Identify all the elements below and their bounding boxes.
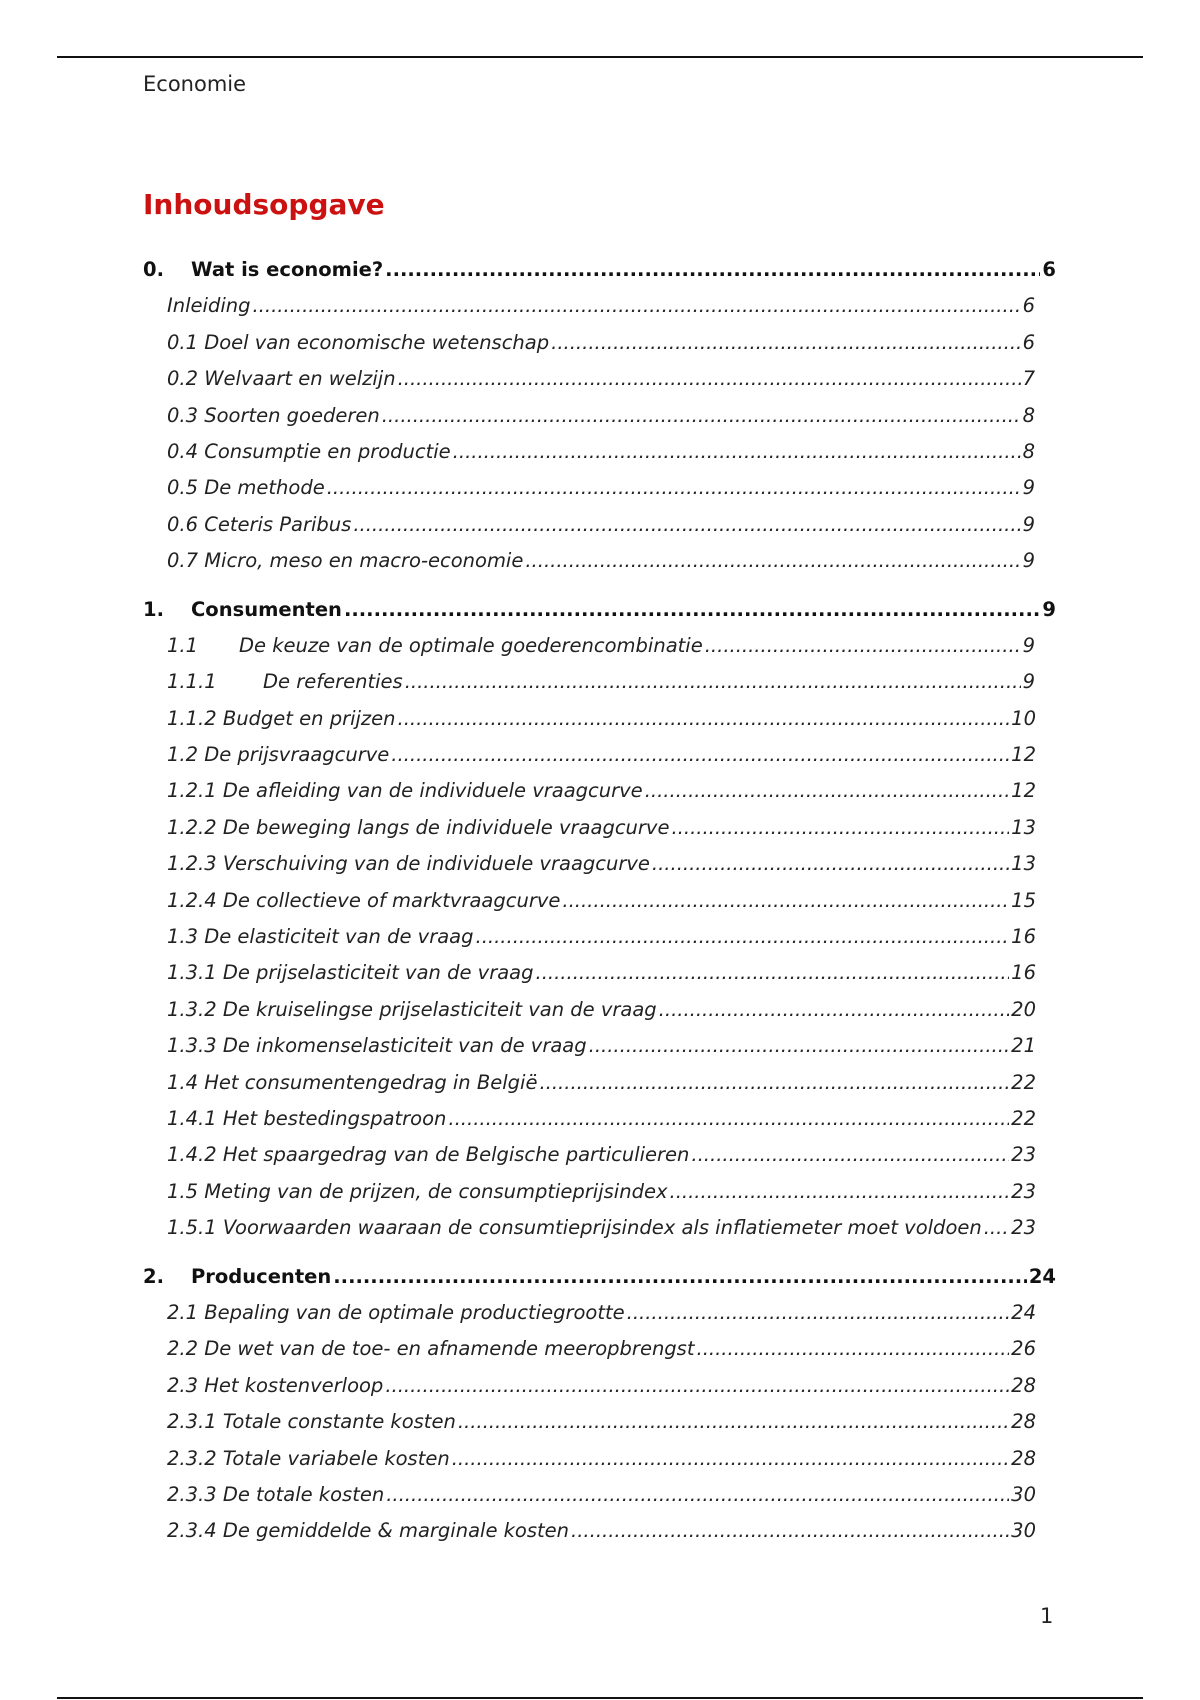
toc-leader-dots [525, 543, 1020, 579]
toc-entry-label [167, 1331, 697, 1367]
toc-entry-text: 1.2.4 De collectieve of marktvraagcurve [167, 888, 561, 912]
toc-entry-label [167, 1210, 984, 1246]
toc-section-entry[interactable] [143, 288, 1035, 324]
toc-section-entry[interactable] [143, 1028, 1036, 1064]
toc-section-entry[interactable] [143, 543, 1035, 579]
toc-page-number: 6 [1022, 294, 1035, 318]
toc-page-number: 9 [1022, 512, 1035, 536]
toc-leader-dots [697, 1331, 1010, 1367]
toc-entry-label [167, 1404, 458, 1440]
toc-entry-text: Consumenten [191, 597, 342, 621]
toc-page-number: 6 [1042, 258, 1056, 281]
toc-entry-label [167, 507, 353, 543]
toc-section-entry[interactable] [143, 773, 1036, 809]
toc-entry-text: 2.1 Bepaling van de optimale productiegrootte [167, 1300, 625, 1324]
toc-section-entry[interactable] [143, 1513, 1036, 1549]
toc-section-entry[interactable] [143, 810, 1036, 846]
toc-entry-text: 2.3 Het kostenverloop [167, 1373, 384, 1397]
toc-title: Inhoudsopgave [143, 188, 385, 221]
toc-entry-label [167, 325, 551, 361]
toc-page-number: 23 [1011, 1179, 1036, 1203]
toc-leader-dots [659, 992, 1010, 1028]
toc-section-entry[interactable] [143, 737, 1036, 773]
toc-leader-dots [691, 1137, 1009, 1173]
toc-section-entry[interactable] [143, 1065, 1036, 1101]
toc-section-entry[interactable] [143, 919, 1036, 955]
toc-entry-label [143, 1259, 333, 1295]
toc-page-number: 7 [1022, 367, 1035, 391]
toc-page-number: 30 [1011, 1519, 1036, 1543]
toc-leader-dots [671, 810, 1009, 846]
toc-page-number: 9 [1042, 597, 1056, 621]
toc-page-number: 13 [1011, 815, 1036, 839]
toc-entry-text: 1.3 De elasticiteit van de vraag [167, 925, 474, 949]
toc-entry-number: 1.1 [167, 633, 199, 657]
running-header: Economie [143, 72, 247, 96]
toc-leader-dots [353, 507, 1020, 543]
toc-page-number: 13 [1011, 852, 1036, 876]
toc-entry-number: 2. [143, 1264, 164, 1288]
toc-leader-dots [536, 955, 1010, 991]
toc-leader-dots [476, 919, 1010, 955]
toc-page-number: 9 [1022, 476, 1035, 500]
toc-leader-dots [452, 1441, 1009, 1477]
toc-page-number: 22 [1011, 1070, 1036, 1094]
toc-section-entry[interactable] [143, 992, 1036, 1028]
toc-entry-label [167, 1368, 385, 1404]
toc-entry-label [167, 398, 382, 434]
toc-entry-text: Wat is economie? [191, 258, 384, 281]
toc-leader-dots [333, 1259, 1027, 1295]
toc-entry-label [167, 288, 252, 324]
toc-page-number: 8 [1022, 439, 1035, 463]
toc-leader-dots [398, 361, 1021, 397]
toc-entry-label [167, 919, 476, 955]
toc-chapter-entry[interactable] [143, 592, 1056, 628]
toc-entry-label [167, 1295, 627, 1331]
toc-chapter-entry[interactable] [143, 1259, 1056, 1295]
toc-section-entry[interactable] [143, 1210, 1036, 1246]
toc-leader-dots [398, 701, 1010, 737]
toc-entry-text: 0.5 De methode [167, 476, 325, 500]
toc-page-number: 24 [1011, 1300, 1036, 1324]
toc-section-entry[interactable] [143, 507, 1035, 543]
toc-entry-text: 1.4 Het consumentengedrag in België [167, 1070, 538, 1094]
toc-entry-text: 1.4.2 Het spaargedrag van de Belgische particulieren [167, 1143, 690, 1167]
toc-leader-dots [252, 288, 1020, 324]
toc-entry-label [167, 361, 398, 397]
table-of-contents [143, 252, 1056, 1550]
toc-page-number: 28 [1011, 1446, 1036, 1470]
toc-leader-dots [705, 628, 1021, 664]
toc-section-entry[interactable] [143, 361, 1035, 397]
toc-entry-text: 1.2.1 De afleiding van de individuele vraagcurve [167, 779, 643, 803]
footer-rule [57, 1697, 1143, 1699]
toc-leader-dots [627, 1295, 1010, 1331]
toc-page-number: 28 [1011, 1373, 1036, 1397]
toc-page-number: 24 [1028, 1264, 1056, 1288]
toc-page-number: 16 [1011, 925, 1036, 949]
toc-leader-dots [386, 1477, 1009, 1513]
toc-entry-label [167, 1477, 386, 1513]
toc-entry-text: 0.4 Consumptie en productie [167, 439, 451, 463]
toc-leader-dots [670, 1174, 1010, 1210]
toc-leader-dots [453, 434, 1021, 470]
toc-page-number: 8 [1022, 403, 1035, 427]
toc-leader-dots [539, 1065, 1009, 1101]
toc-entry-label [167, 1028, 589, 1064]
toc-entry-label [167, 1441, 452, 1477]
toc-entry-text: 0.7 Micro, meso en macro-economie [167, 549, 524, 573]
toc-section-entry[interactable] [143, 955, 1036, 991]
toc-entry-label [167, 470, 327, 506]
toc-page-number: 12 [1011, 779, 1036, 803]
toc-entry-number: 0. [143, 258, 164, 281]
toc-page-number: 22 [1011, 1106, 1036, 1130]
toc-leader-dots [562, 883, 1009, 919]
toc-entry-label [167, 955, 536, 991]
toc-entry-text: 1.2.3 Verschuiving van de individuele vraagcurve [167, 852, 650, 876]
toc-entry-text: 1.5 Meting van de prijzen, de consumptieprijsindex [167, 1179, 668, 1203]
toc-leader-dots [327, 470, 1021, 506]
toc-leader-dots [385, 252, 1040, 288]
toc-entry-label [167, 1513, 571, 1549]
toc-entry-text: 2.2 De wet van de toe- en afnamende meeropbrengst [167, 1337, 695, 1361]
toc-entry-label [167, 992, 659, 1028]
toc-entry-text: 2.3.4 De gemiddelde & marginale kosten [167, 1519, 570, 1543]
toc-page-number: 6 [1022, 330, 1035, 354]
toc-section-entry[interactable] [143, 325, 1035, 361]
toc-entry-text: De referenties [263, 670, 403, 694]
toc-entry-label [167, 1137, 691, 1173]
toc-entry-text: 2.3.2 Totale variabele kosten [167, 1446, 450, 1470]
toc-entry-number: 1.1.1 [167, 670, 217, 694]
toc-page-number: 30 [1011, 1482, 1036, 1506]
toc-leader-dots [984, 1210, 1009, 1246]
toc-leader-dots [589, 1028, 1010, 1064]
toc-section-entry[interactable] [143, 1331, 1036, 1367]
toc-leader-dots [391, 737, 1009, 773]
toc-leader-dots [652, 846, 1009, 882]
toc-section-entry[interactable] [143, 1404, 1036, 1440]
toc-entry-text: 2.3.3 De totale kosten [167, 1482, 385, 1506]
toc-section-entry[interactable] [143, 701, 1036, 737]
toc-section-entry[interactable] [143, 1101, 1036, 1137]
toc-section-entry[interactable] [143, 1441, 1036, 1477]
toc-page-number: 21 [1011, 1034, 1036, 1058]
toc-entry-text: Inleiding [167, 294, 251, 318]
toc-section-entry[interactable] [143, 1368, 1036, 1404]
toc-entry-text: 0.6 Ceteris Paribus [167, 512, 352, 536]
toc-entry-label [167, 701, 398, 737]
toc-section-entry[interactable] [143, 664, 1035, 700]
toc-page-number: 16 [1011, 961, 1036, 985]
toc-leader-dots [458, 1404, 1009, 1440]
toc-page-number: 23 [1011, 1143, 1036, 1167]
toc-entry-text: 0.2 Welvaart en welzijn [167, 367, 396, 391]
toc-page-number: 10 [1011, 706, 1036, 730]
toc-entry-label [167, 434, 453, 470]
toc-page-number: 9 [1022, 549, 1035, 573]
toc-entry-label [167, 883, 562, 919]
toc-page-number: 12 [1011, 743, 1036, 767]
toc-page-number: 15 [1011, 888, 1036, 912]
toc-leader-dots [645, 773, 1009, 809]
toc-page-number: 28 [1011, 1410, 1036, 1434]
toc-leader-dots [344, 592, 1040, 628]
toc-leader-dots [448, 1101, 1009, 1137]
toc-entry-text: Producenten [191, 1264, 332, 1288]
toc-entry-text: De keuze van de optimale goederencombinatie [239, 633, 703, 657]
toc-page-number: 9 [1022, 633, 1035, 657]
toc-leader-dots [551, 325, 1020, 361]
toc-entry-number: 1. [143, 597, 164, 621]
toc-entry-text: 0.3 Soorten goederen [167, 403, 380, 427]
toc-section-entry[interactable] [143, 628, 1035, 664]
toc-entry-label [167, 1101, 448, 1137]
toc-entry-text: 1.4.1 Het bestedingspatroon [167, 1106, 447, 1130]
toc-entry-label [143, 592, 344, 628]
toc-entry-label [167, 737, 391, 773]
toc-entry-label [143, 252, 385, 288]
toc-page-number: 23 [1011, 1216, 1036, 1240]
toc-page-number: 20 [1011, 997, 1036, 1021]
toc-entry-label [167, 1065, 539, 1101]
toc-section-entry[interactable] [143, 398, 1035, 434]
toc-leader-dots [382, 398, 1021, 434]
toc-section-entry[interactable] [143, 1137, 1036, 1173]
toc-entry-text: 1.3.1 De prijselasticiteit van de vraag [167, 961, 534, 985]
toc-entry-text: 1.2.2 De beweging langs de individuele vraagcurve [167, 815, 670, 839]
toc-entry-label [167, 846, 652, 882]
toc-entry-label [167, 543, 525, 579]
page-number: 1 [1040, 1604, 1054, 1628]
toc-leader-dots [405, 664, 1021, 700]
toc-section-entry[interactable] [143, 1477, 1036, 1513]
toc-entry-text: 1.1.2 Budget en prijzen [167, 706, 396, 730]
toc-entry-label [167, 1174, 670, 1210]
toc-section-entry[interactable] [143, 883, 1036, 919]
toc-entry-label [167, 664, 405, 700]
toc-section-entry[interactable] [143, 846, 1036, 882]
toc-entry-label [167, 773, 645, 809]
toc-section-entry[interactable] [143, 470, 1035, 506]
toc-page-number: 9 [1022, 670, 1035, 694]
toc-entry-text: 1.3.2 De kruiselingse prijselasticiteit van de vraag [167, 997, 657, 1021]
toc-entry-text: 0.1 Doel van economische wetenschap [167, 330, 550, 354]
toc-entry-label [167, 628, 705, 664]
toc-chapter-entry[interactable] [143, 252, 1056, 288]
toc-entry-label [167, 810, 671, 846]
toc-entry-text: 1.2 De prijsvraagcurve [167, 743, 390, 767]
toc-entry-text: 2.3.1 Totale constante kosten [167, 1410, 456, 1434]
toc-section-entry[interactable] [143, 1174, 1036, 1210]
header-rule [57, 56, 1143, 58]
toc-leader-dots [571, 1513, 1009, 1549]
toc-entry-text: 1.3.3 De inkomenselasticiteit van de vraag [167, 1034, 587, 1058]
toc-entry-text: 1.5.1 Voorwaarden waaraan de consumtieprijsindex als inflatiemeter moet voldoen [167, 1216, 982, 1240]
toc-section-entry[interactable] [143, 434, 1035, 470]
toc-section-entry[interactable] [143, 1295, 1036, 1331]
toc-leader-dots [385, 1368, 1009, 1404]
toc-page-number: 26 [1011, 1337, 1036, 1361]
